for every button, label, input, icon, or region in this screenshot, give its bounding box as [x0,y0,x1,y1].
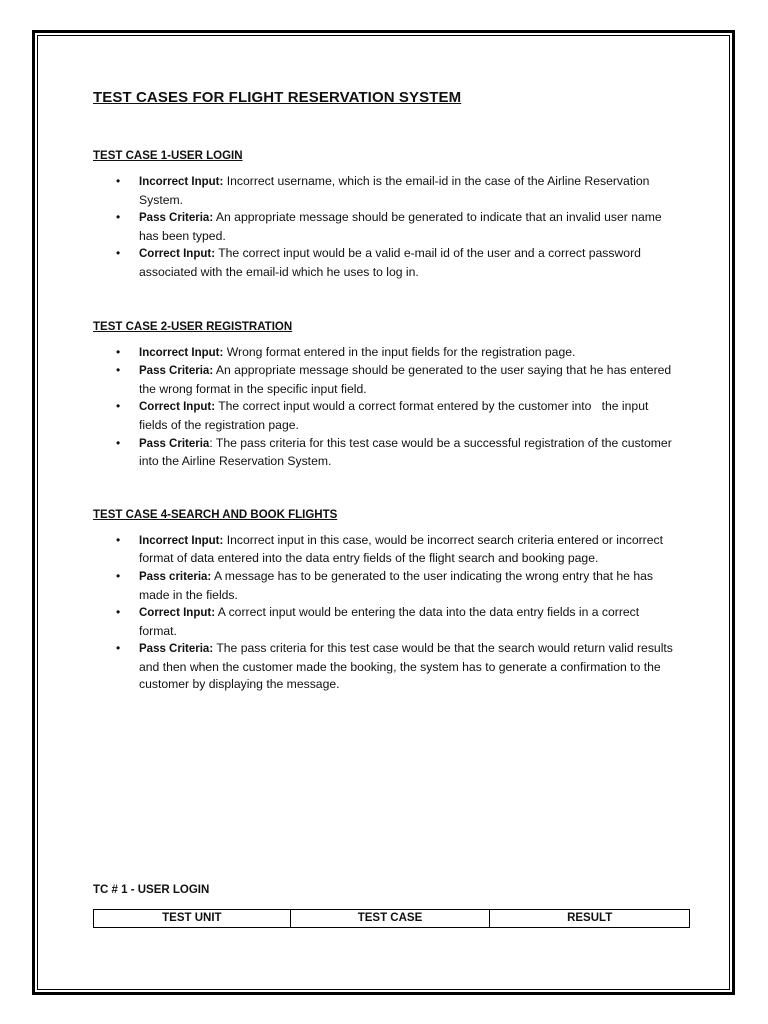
list-item [116,209,673,245]
list-item [116,398,673,434]
bullet-icon: • [116,641,121,656]
section-list-user-login [93,173,673,282]
item-text: The pass criteria for this test case would be that the search would return valid results and then when the customer made the booking, the system has to generate a confirmation to the customer by displaying the message. [139,641,673,692]
item-text: The correct input would be a valid e-mail id of the user and a correct password associated with the email-id which he uses to log in. [139,246,641,279]
item-text: An appropriate message should be generated to the user saying that he has entered the wrong format in the specific input field. [139,363,672,396]
bullet-icon: • [116,174,121,188]
item-term: Incorrect Input: [139,534,224,547]
bullet-icon: • [116,435,121,450]
test-result-table [93,909,690,928]
item-term: Pass Criteria: [139,643,214,656]
column-header-result: RESULT [490,910,690,928]
list-item [116,344,673,363]
section-heading-user-login: TEST CASE 1-USER LOGIN [93,150,243,162]
column-header-test-case: TEST CASE [290,910,490,928]
item-text: A message has to be generated to the user indicating the wrong entry that he has made in the fields. [139,568,653,602]
bullet-icon: • [116,246,121,261]
section-heading-search-book-flights: TEST CASE 4-SEARCH AND BOOK FLIGHTS [93,508,338,521]
list-item [116,173,673,209]
item-term: Pass criteria: [139,570,212,583]
list-item [116,362,673,398]
item-text: A correct input would be entering the data into the data entry fields in a correct format. [139,605,640,638]
section-list-user-registration [93,344,673,471]
item-term: Correct Input: [139,401,216,414]
bullet-icon: • [116,605,121,620]
item-text: : The pass criteria for this test case would be a successful registration of the customer into the Airline Reservation System. [139,435,672,469]
document-title: TEST CASES FOR FLIGHT RESERVATION SYSTEM [93,89,462,106]
bullet-icon: • [116,532,121,547]
item-term: Pass Criteria: [139,365,214,378]
document-body [93,88,673,694]
item-term: Incorrect Input: [139,346,224,359]
list-item [116,604,673,640]
item-term: Pass Criteria [139,437,210,450]
list-item [116,245,673,281]
list-item [116,435,673,471]
tc-heading-user-login: TC # 1 - USER LOGIN [93,884,210,896]
item-term: Correct Input: [139,607,216,620]
item-text: Incorrect username, which is the email-id in the case of the Airline Reservation System. [139,174,650,207]
item-text: Incorrect input in this case, would be incorrect search criteria entered or incorrect format of data entered into the data entry fields of the flight search and booking page. [139,532,663,566]
item-term: Pass Criteria: [139,212,214,225]
item-text: An appropriate message should be generated to indicate that an invalid user name has been typed. [139,210,662,243]
list-item [116,532,673,568]
item-text: Wrong format entered in the input fields for the registration page. [223,344,576,359]
item-text: The correct input would a correct format entered by the customer into the input fields of the registration page. [139,399,652,432]
list-item [116,568,673,604]
bullet-icon: • [116,344,121,359]
item-term: Correct Input: [139,248,216,261]
item-term: Incorrect Input: [139,176,224,188]
bullet-icon: • [116,363,121,378]
list-item [116,640,673,694]
bullet-icon: • [116,399,121,414]
section-list-search-book-flights [93,532,673,694]
table-header-row [94,910,690,928]
bullet-icon: • [116,210,121,225]
column-header-test-unit: TEST UNIT [94,910,291,928]
section-heading-user-registration: TEST CASE 2-USER REGISTRATION [93,320,293,333]
bullet-icon: • [116,568,121,583]
